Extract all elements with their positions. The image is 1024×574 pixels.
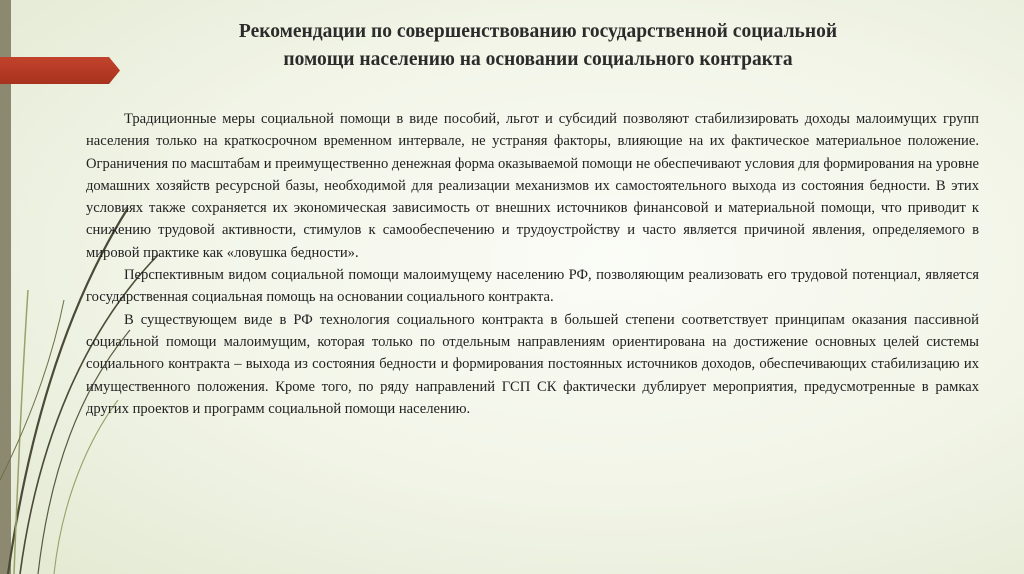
decorative-curve-4 bbox=[14, 290, 28, 574]
title-line-1: Рекомендации по совершенствованию государственной социальной bbox=[238, 21, 838, 42]
decorative-curve-5 bbox=[54, 400, 118, 574]
title-line-2: помощи населению на основании социального контракта bbox=[283, 49, 793, 70]
decorative-curve-6 bbox=[0, 300, 64, 480]
slide-title bbox=[128, 18, 948, 74]
paragraph-2: Перспективным видом социальной помощи малоимущему населению РФ, позволяющим реализовать его трудовой потенциал, является государственная социальная помощь на основании социального контракта. bbox=[86, 267, 979, 306]
paragraph-1: Традиционные меры социальной помощи в виде пособий, льгот и субсидий позволяют стабилизировать доходы малоимущих групп населения только на краткосрочном временном интервале, не устраняя факторы, влияющие на их фактическое материальное положение. Ограничения по масштабам и преимущественно денежная форма оказываемой помощи не обеспечивают условия для формирования на уровне домашних хозяйств ресурсной базы, необходимой для реализации механизмов их самостоятельного выхода из состояния бедности. В этих условиях также сохраняется их экономическая зависимость от внешних источников финансовой и материальной помощи, что приводит к снижению трудовой активности, стимулов к самообеспечению и трудоустройству и часто является причиной явления, определяемого в мировой практике как «ловушка бедности». bbox=[86, 111, 979, 261]
paragraph-3: В существующем виде в РФ технология социального контракта в большей степени соответствует принципам оказания пассивной социальной помощи малоимущим, которая только по отдельным направлениям ориентирована на достижение основных целей системы социального контракта – выхода из состояния бедности и формирования постоянных источников доходов, обеспечивающих стабилизацию их имущественного положения. Кроме того, по ряду направлений ГСП СК фактически дублирует мероприятия, предусмотренные в рамках других проектов и программ социальной помощи населению. bbox=[86, 311, 979, 417]
title-accent-arrow bbox=[0, 57, 120, 84]
slide-body bbox=[86, 108, 979, 420]
